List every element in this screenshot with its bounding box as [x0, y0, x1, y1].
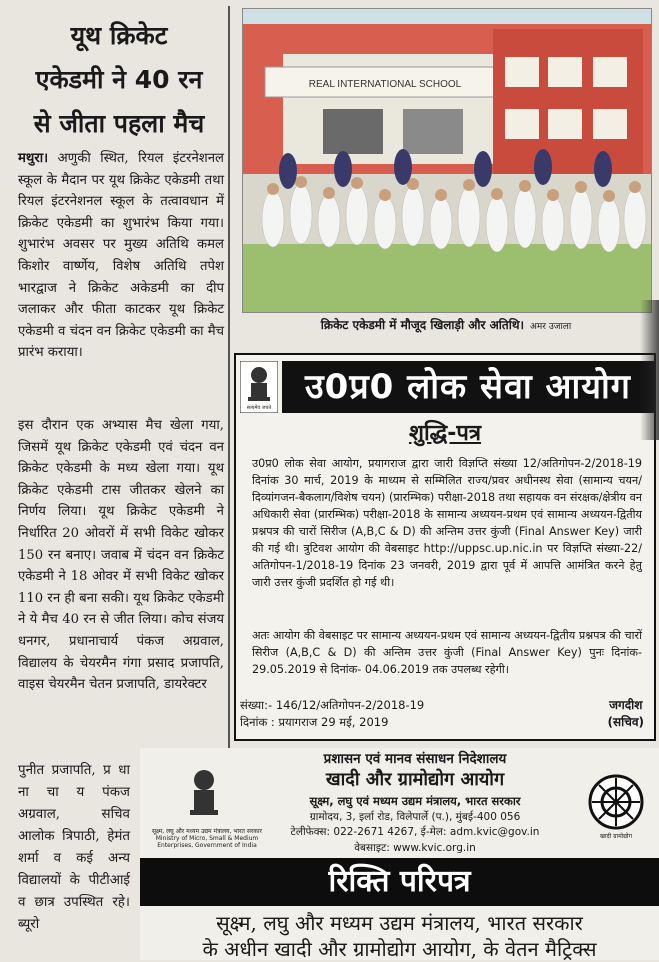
- headline-line-3: से जीता पहला मैच: [33, 109, 205, 138]
- notice-paragraph-2: अतः आयोग की वेबसाइट पर सामान्य अध्ययन-प्रथम एवं सामान्य अध्ययन-द्वितीय प्रश्नपत्र की चारों सिरीज (A,B,C & D) की अन्तिम उत्तर कुंजी (Final Answer Key) पुनः दिनांक- 29.05.2019 से दिनांक- 04.06.2019 तक उपलब्ध रहेगी।: [252, 629, 642, 676]
- headline-line-2: एकेडमी ने 40 रन: [35, 65, 203, 94]
- kvic-logo-icon: [588, 774, 644, 830]
- notice-ref-date: दिनांक : प्रयागराज 29 मई, 2019: [240, 715, 389, 729]
- article-paragraph-3: पुनीत प्रजापति, प्र धा ना चा य पंकज अग्रवाल, सचिव आलोक त्रिपाठी, हेमंत शर्मा व कई अन्य विद्यालयों के पीटीआई व छात्र उपस्थित रहे। ब्यूरो: [18, 763, 130, 932]
- ashoka-emblem-icon: [240, 361, 278, 413]
- headline-line-1: यूथ क्रिकेट: [70, 21, 168, 50]
- news-photo: [242, 8, 652, 313]
- notice-ref-number: संख्या:- 146/12/अतिगोपन-2/2018-19: [240, 698, 425, 712]
- kvic-commission-name: खादी और ग्रामोद्योग आयोग: [325, 769, 505, 790]
- signatory-name: जगदीश: [609, 698, 643, 712]
- article-dateline: मथुरा।: [18, 151, 49, 166]
- notice-title: उ0प्र0 लोक सेवा आयोग: [282, 361, 654, 413]
- kvic-body-line-1: सूक्ष्म, लघु और मध्यम उद्यम मंत्रालय, भारत सरकार: [216, 911, 583, 935]
- notice-paragraph-1: उ0प्र0 लोक सेवा आयोग, प्रयागराज द्वारा जारी विज्ञप्ति संख्या 12/अतिगोपन-2/2018-19 दिनांक 30 मार्च, 2019 के माध्यम से सम्मिलित राज्य/प्रवर अधीनस्थ सेवा (सामान्य चयन/दिव्यांगजन-बैकलाग/विशेष चयन) (प्रारम्भिक) परीक्षा-2018 तथा सहायक वन संरक्षक/क्षेत्रीय वन अधिकारी सेवा (प्रारम्भिक) परीक्षा-2018 के सामान्य अध्ययन-प्रथम एवं सामान्य अध्ययन-द्वितीय प्रश्नपत्र की चारों सिरीज (A,B,C & D) की अन्तिम उत्तर कुंजी (Final Answer Key) जारी की गई थी। त्रुटिवश आयोग की वेबसाइट http://uppsc.up.nic.in पर विज्ञप्ति संख्या-22/अतिगोपन-1/2018-19 दिनांक 23 जनवरी, 2019 द्वारा पूर्व में आपत्ति आमंत्रित करने हेतु जारी उत्तर कुंजी प्रदर्शित हो गई थी।: [252, 457, 642, 589]
- photo-caption-text: क्रिकेट एकेडमी में मौजूद खिलाड़ी और अतिथि।: [320, 318, 525, 332]
- article-headline: [14, 14, 224, 146]
- school-cricket-photo: [243, 9, 651, 312]
- ashoka-emblem-icon: [180, 766, 228, 826]
- photo-caption: [242, 316, 650, 333]
- kvic-logo-caption: खादी ग्रामोद्योग: [600, 833, 632, 840]
- kvic-directorate: प्रशासन एवं मानव संसाधन निदेशालय: [323, 751, 507, 767]
- kvic-website: वेबसाइट: www.kvic.org.in: [354, 842, 476, 854]
- page-edge-shadow: [640, 300, 659, 440]
- school-sign-text: REAL INTERNATIONAL SCHOOL: [308, 79, 462, 90]
- notice-emblem-caption: सत्यमेव जयते: [246, 405, 272, 411]
- notice-subtitle: शुद्धि-पत्र: [408, 421, 481, 446]
- notice-reference: [240, 697, 424, 731]
- kvic-contact: टेलीफेक्स: 022-2671 4267, ई-मेल: adm.kvic@gov.in: [290, 826, 540, 838]
- kvic-emblem-caption: सूक्ष्म, लघु और मध्यम उद्यम मंत्रालय, भारत सरकार Ministry of Micro, Small & Medium Enterprises, Government of India: [151, 828, 263, 849]
- kvic-address: ग्रामोदय, 3, इर्ला रोड, विलेपार्ले (प.), मुंबई-400 056: [309, 811, 521, 823]
- vacancy-circular-title: रिक्ति परिपत्र: [140, 858, 659, 906]
- upsc-notice: [234, 353, 656, 741]
- article-paragraph-1: [18, 148, 224, 364]
- article-paragraph-1-text: अणुकी स्थित, रियल इंटरनेशनल स्कूल के मैदान पर यूथ क्रिकेट एकेडमी तथा रियल इंटरनेशनल स्कूल के तत्वावधान में क्रिकेट एकेडमी का शुभारंभ किया गया। शुभारंभ अवसर पर मुख्य अतिथि कमल किशोर वार्ष्णेय, विशेष अतिथि तपेश भारद्वाज ने क्रिकेट अकेडमी का दीप जलाकर और फीता काटकर यूथ क्रिकेट एकेडमी व चंदन वन क्रिकेट एकेडमी का मैच प्रारंभ कराया।: [18, 151, 224, 361]
- photo-caption-source: अमर उजाला: [530, 322, 572, 332]
- kvic-advertisement: [140, 748, 659, 960]
- signatory-title: (सचिव): [607, 715, 644, 729]
- notice-signatory: [608, 697, 644, 731]
- kvic-ministry: सूक्ष्म, लघु एवं मध्यम उद्यम मंत्रालय, भारत सरकार: [309, 794, 521, 808]
- article-paragraph-2: इस दौरान एक अभ्यास मैच खेला गया, जिसमें यूथ क्रिकेट एकेडमी एवं चंदन वन क्रिकेट एकेडमी के मध्य खेला गया। यूथ क्रिकेट एकेडमी टास जीतकर खेलने का निर्णय लिया। यूथ क्रिकेट एकेडमी ने निर्धारित 20 ओवरों में सभी विकेट खोकर 150 रन बनाए। जवाब में चंदन वन क्रिकेट एकेडमी ने 18 ओवर में सभी विकेट खोकर 110 रन ही बना सकी। यूथ क्रिकेट एकेडमी ने ये मैच 40 रन से जीत लिया। कोच संजय धनगर, प्रधानाचार्य पंकज अग्रवाल, विद्यालय के चेयरमैन गंगा प्रसाद प्रजापति, वाइस चेयरमैन चेतन प्रजापति, डायरेक्टर: [18, 418, 224, 693]
- kvic-body-line-2: के अधीन खादी और ग्रामोद्योग आयोग, के वेतन मैट्रिक्स: [202, 937, 597, 961]
